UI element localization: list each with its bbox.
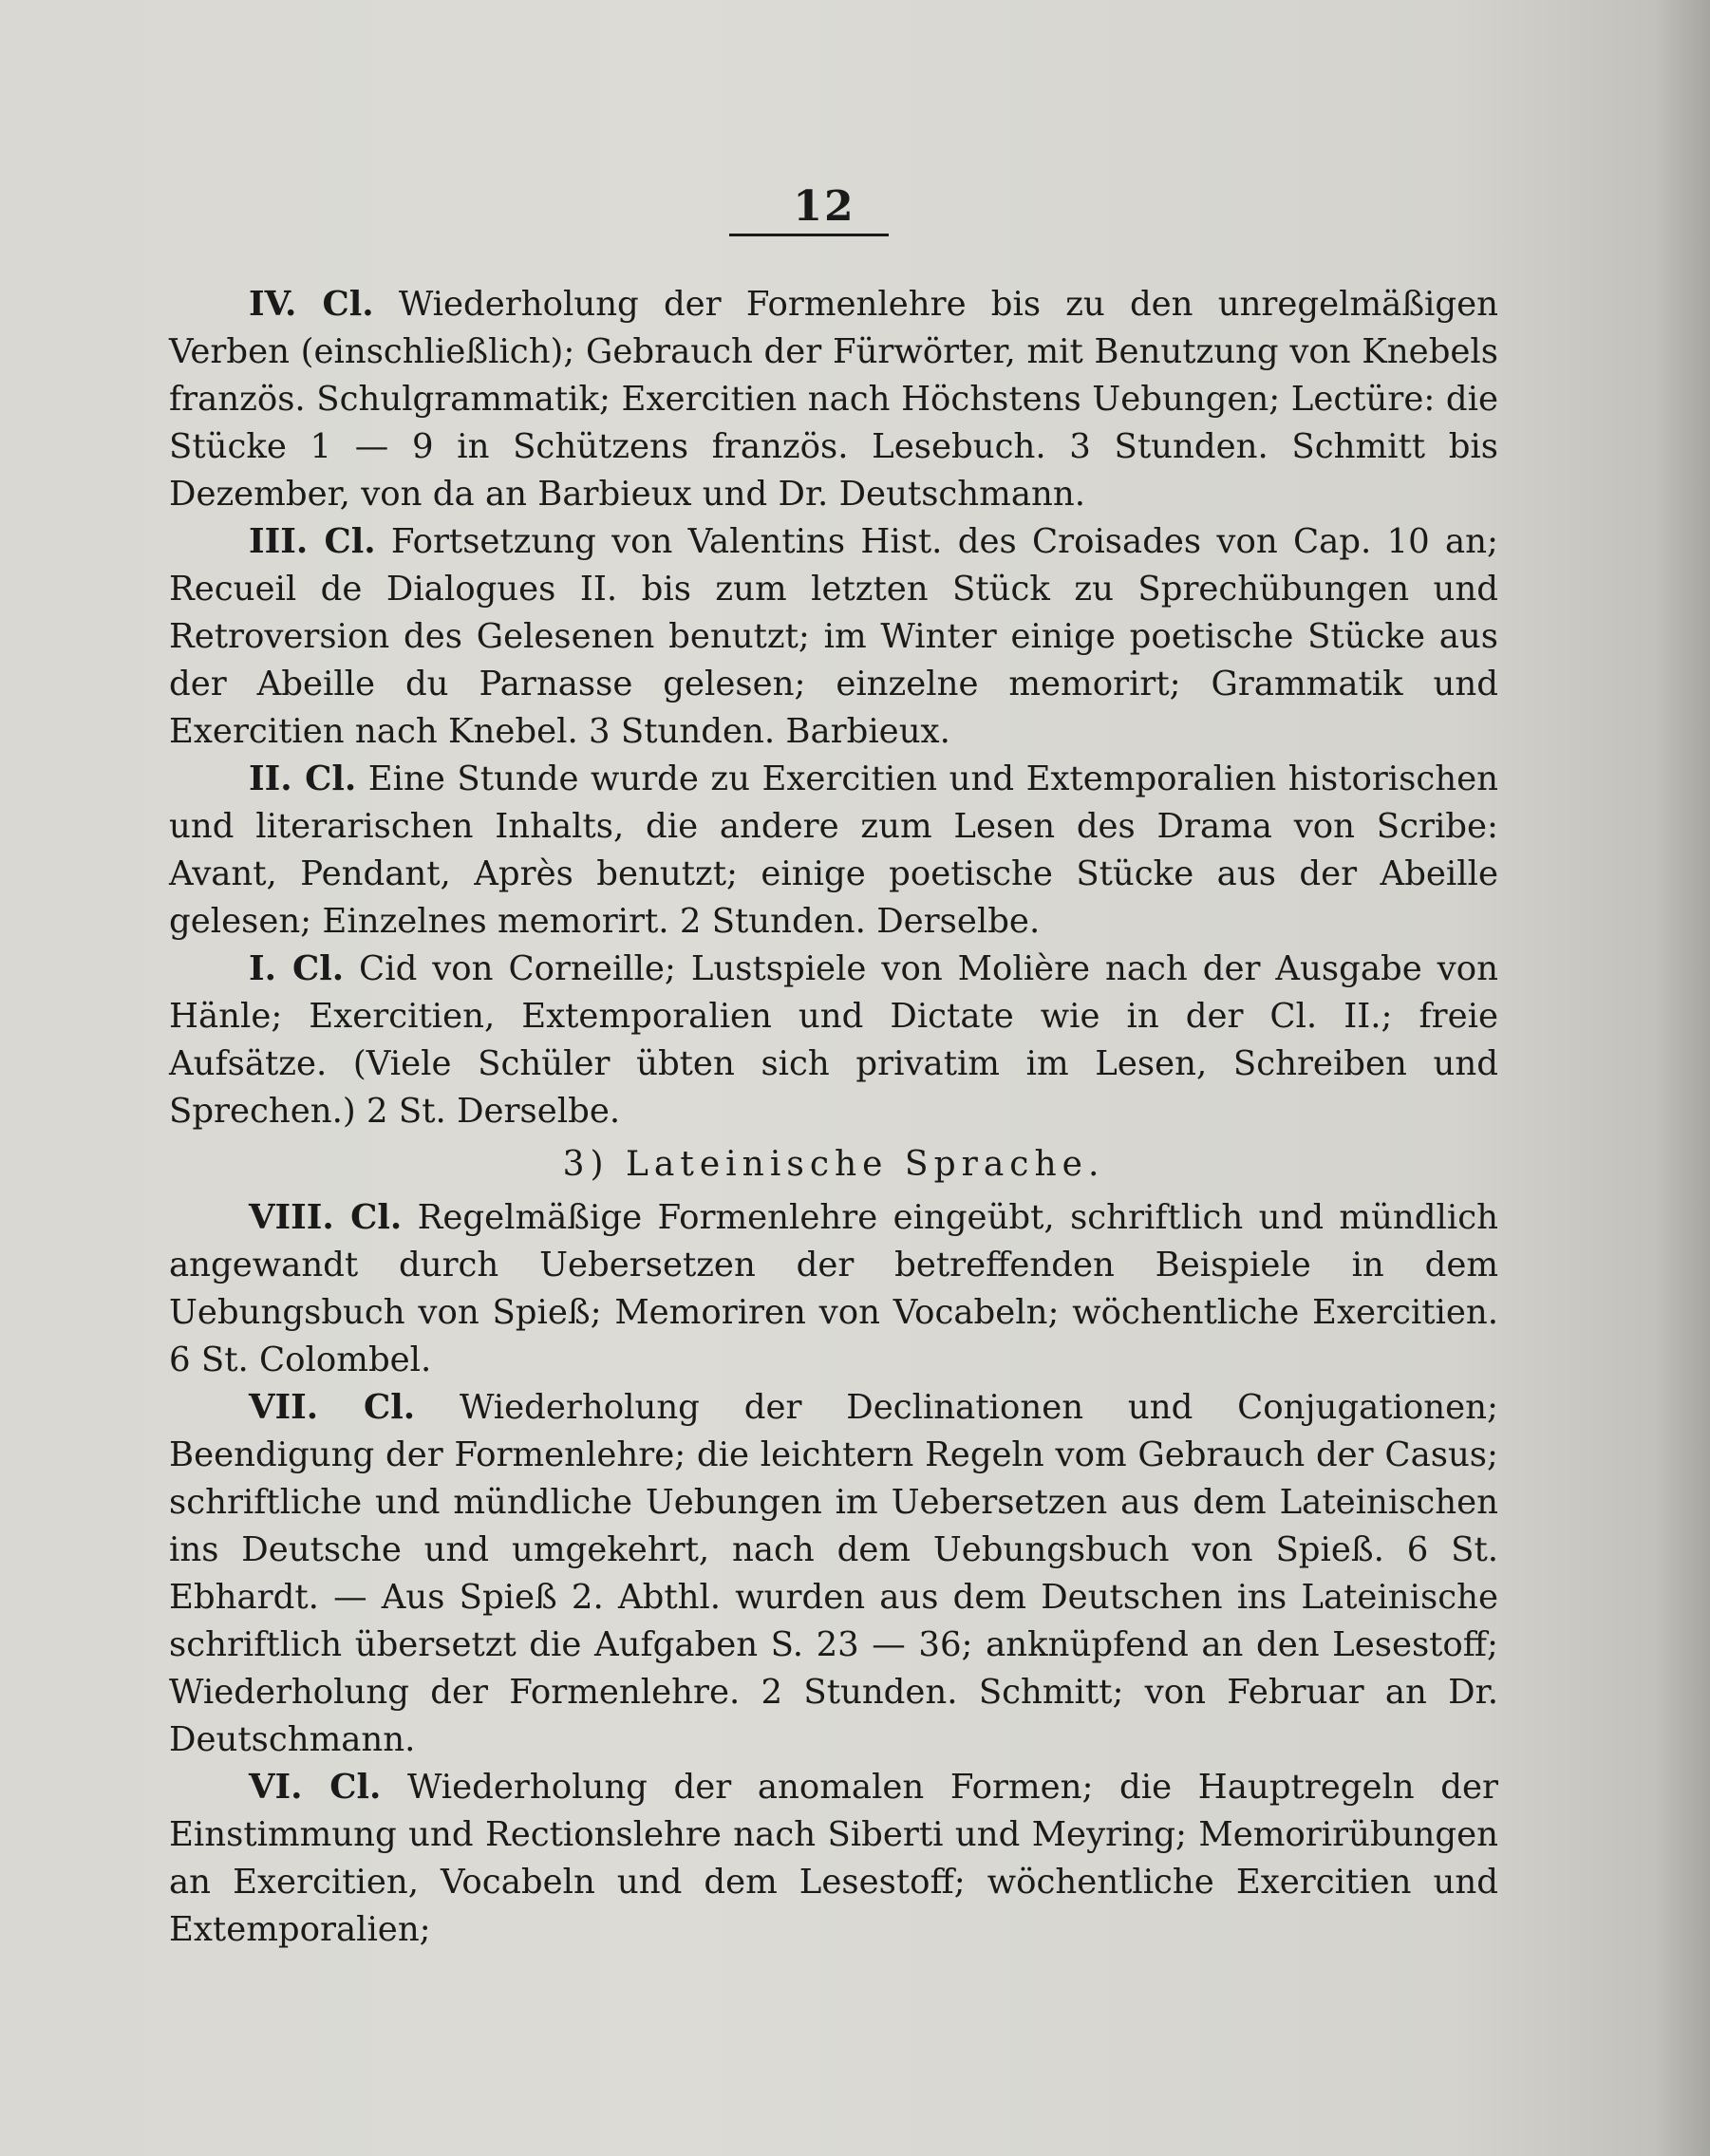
- paragraph-class-iii: [169, 518, 1498, 756]
- paragraph-text: Wiederholung der anomalen Formen; die Hauptregeln der Einstimmung und Rectionslehre nach Siberti und Meyring; Memorirübungen an Exercitien, Vocabeln und dem Lesestoff; wöchentliche Exercitien und Extemporalien;: [169, 1768, 1498, 1949]
- paragraph-class-ii: [169, 756, 1498, 946]
- header-rule: [729, 234, 889, 236]
- text-body: [169, 281, 1498, 1954]
- paragraph-class-viii: [169, 1194, 1498, 1384]
- paragraph-text: Fortsetzung von Valentins Hist. des Croisades von Cap. 10 an; Recueil de Dialogues II. bis zum letzten Stück zu Sprechübungen und Retroversion des Gelesenen benutzt; im Winter einige poetische Stücke aus der Abeille du Parnasse gelesen; einzelne memorirt; Grammatik und Exercitien nach Knebel. 3 Stunden. Barbieux.: [169, 522, 1498, 751]
- paragraph-class-i: [169, 946, 1498, 1135]
- paragraph-text: Wiederholung der Formenlehre bis zu den unregelmäßigen Verben (einschließlich); Gebrauch der Fürwörter, mit Benutzung von Knebels französ. Schulgrammatik; Exercitien nach Höchstens Uebungen; Lectüre: die Stücke 1 — 9 in Schützens französ. Lesebuch. 3 Stunden. Schmitt bis Dezember, von da an Barbieux und Dr. Deutschmann.: [169, 285, 1498, 514]
- class-label: IV. Cl.: [249, 285, 374, 324]
- page-number: 12: [793, 182, 855, 231]
- paragraph-class-vii: [169, 1384, 1498, 1764]
- paragraph-class-vi: [169, 1764, 1498, 1954]
- paragraph-text: Cid von Corneille; Lustspiele von Molière nach der Ausgabe von Hänle; Exercitien, Extemporalien und Dictate wie in der Cl. II.; freie Aufsätze. (Viele Schüler übten sich privatim im Lesen, Schreiben und Sprechen.) 2 St. Derselbe.: [169, 949, 1498, 1131]
- paragraph-text: Eine Stunde wurde zu Exercitien und Extemporalien historischen und literarischen Inhalts, die andere zum Lesen des Drama von Scribe: Avant, Pendant, Après benutzt; einige poetische Stücke aus der Abeille gelesen; Einzelnes memorirt. 2 Stunden. Derselbe.: [169, 759, 1498, 941]
- class-label: III. Cl.: [249, 522, 376, 561]
- class-label: VI. Cl.: [249, 1768, 382, 1807]
- section-title: 3) Lateinische Sprache.: [562, 1145, 1105, 1184]
- paragraph-text: Regelmäßige Formenlehre eingeübt, schriftlich und mündlich angewandt durch Uebersetzen der betreffenden Beispiele in dem Uebungsbuch von Spieß; Memoriren von Vocabeln; wöchentliche Exercitien. 6 St. Colombel.: [169, 1198, 1498, 1379]
- class-label: VII. Cl.: [249, 1388, 416, 1427]
- class-label: II. Cl.: [249, 759, 357, 798]
- page-edge-shadow: [1653, 0, 1710, 2156]
- paragraph-class-iv: [169, 281, 1498, 518]
- class-label: VIII. Cl.: [249, 1198, 403, 1237]
- class-label: I. Cl.: [249, 949, 345, 988]
- paragraph-text: Wiederholung der Declinationen und Conjugationen; Beendigung der Formenlehre; die leichtern Regeln vom Gebrauch der Casus; schriftliche und mündliche Uebungen im Uebersetzen aus dem Lateinischen ins Deutsche und umgekehrt, nach dem Uebungsbuch von Spieß. 6 St. Ebhardt. — Aus Spieß 2. Abthl. wurden aus dem Deutschen ins Lateinische schriftlich übersetzt die Aufgaben S. 23 — 36; anknüpfend an den Lesestoff; Wiederholung der Formenlehre. 2 Stunden. Schmitt; von Februar an Dr. Deutschmann.: [169, 1388, 1498, 1759]
